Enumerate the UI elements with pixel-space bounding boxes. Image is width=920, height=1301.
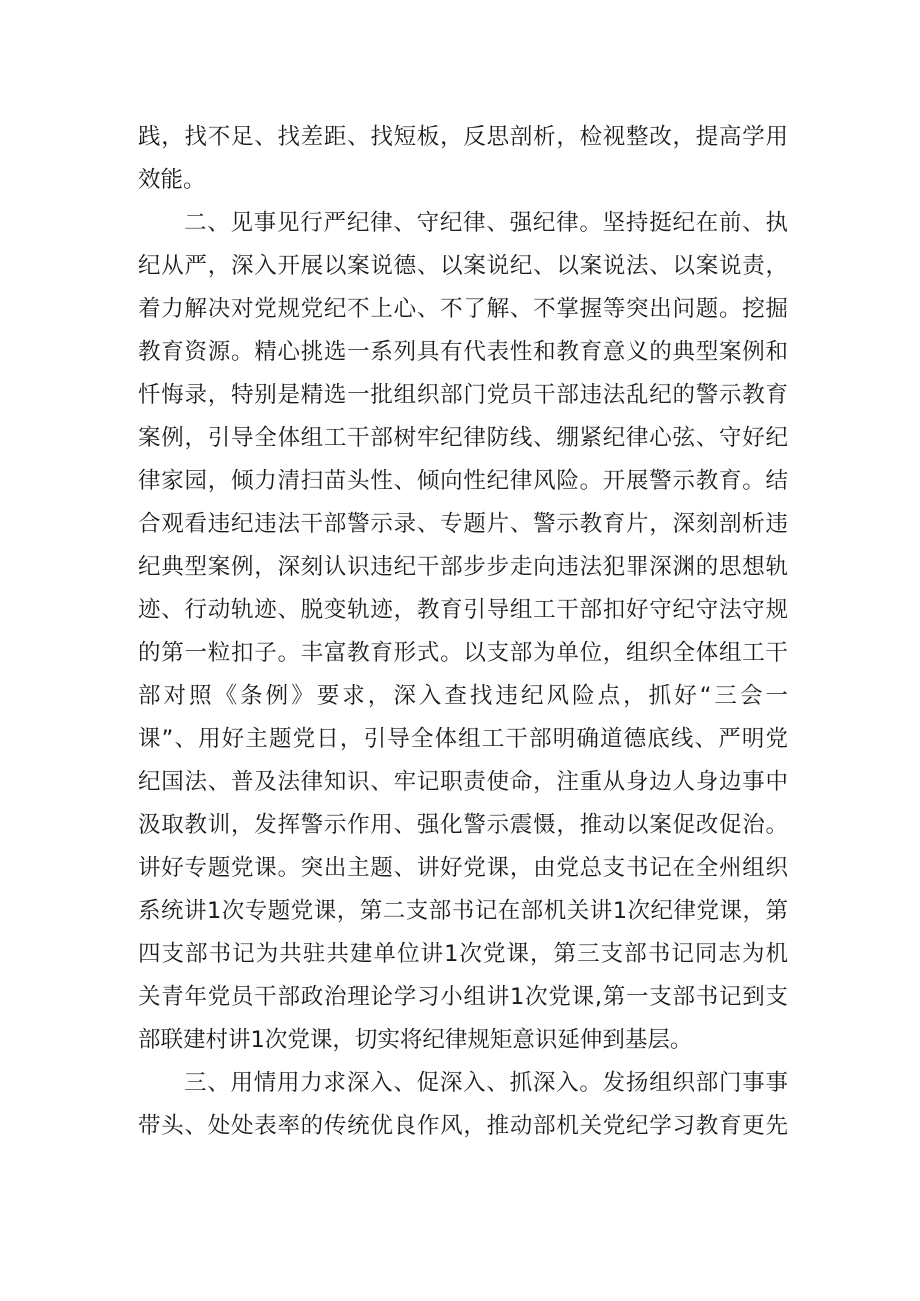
text-line-24: 带头、处处表率的传统优良作风，推动部机关党纪学习教育更先 (138, 1113, 788, 1139)
text-line-21: 关青年党员干部政治理论学习小组讲1次党课,第一支部书记到支 (138, 984, 788, 1010)
text-line-7: 忏悔录，特别是精选一批组织部门党员干部违法乱纪的警示教育 (138, 382, 788, 408)
text-line-9: 律家园，倾力清扫苗头性、倾向性纪律风险。开展警示教育。结 (138, 468, 788, 494)
text-line-20: 四支部书记为共驻共建单位讲1次党课，第三支部书记同志为机 (138, 941, 788, 967)
text-line-5: 着力解决对党规党纪不上心、不了解、不掌握等突出问题。挖掘 (138, 296, 788, 322)
text-line-8: 案例，引导全体组工干部树牢纪律防线、绷紧纪律心弦、守好纪 (138, 425, 788, 451)
section-three-heading-line: 三、用情用力求深入、促深入、抓深入。发扬组织部门事事 (184, 1070, 788, 1096)
text-line-10: 合观看违纪违法干部警示录、专题片、警示教育片，深刻剖析违 (138, 511, 788, 537)
text-line-13: 的第一粒扣子。丰富教育形式。以支部为单位，组织全体组工干 (138, 640, 788, 666)
text-line-16: 纪国法、普及法律知识、牢记职责使命，注重从身边人身边事中 (138, 769, 788, 795)
text-line-17: 汲取教训，发挥警示作用、强化警示震慑，推动以案促改促治。 (138, 812, 788, 838)
text-line-19: 系统讲1次专题党课，第二支部书记在部机关讲1次纪律党课，第 (138, 898, 788, 924)
text-line-18: 讲好专题党课。突出主题、讲好党课，由党总支书记在全州组织 (138, 855, 788, 881)
text-line-14: 部对照《条例》要求，深入查找违纪风险点，抓好“三会一 (138, 683, 788, 709)
text-line-15: 课”、用好主题党日，引导全体组工干部明确道德底线、严明党 (138, 726, 788, 752)
text-line-12: 迹、行动轨迹、脱变轨迹，教育引导组工干部扣好守纪守法守规 (138, 597, 788, 623)
text-line-22: 部联建村讲1次党课，切实将纪律规矩意识延伸到基层。 (138, 1027, 693, 1053)
text-line-4: 纪从严，深入开展以案说德、以案说纪、以案说法、以案说责， (138, 253, 788, 279)
section-two-heading-line: 二、见事见行严纪律、守纪律、强纪律。坚持挺纪在前、执 (184, 210, 788, 236)
text-line-11: 纪典型案例，深刻认识违纪干部步步走向违法犯罪深渊的思想轨 (138, 554, 788, 580)
text-line-2: 效能。 (138, 167, 206, 193)
text-line-1: 践，找不足、找差距、找短板，反思剖析，检视整改，提高学用 (138, 124, 788, 150)
text-line-6: 教育资源。精心挑选一系列具有代表性和教育意义的典型案例和 (138, 339, 788, 365)
